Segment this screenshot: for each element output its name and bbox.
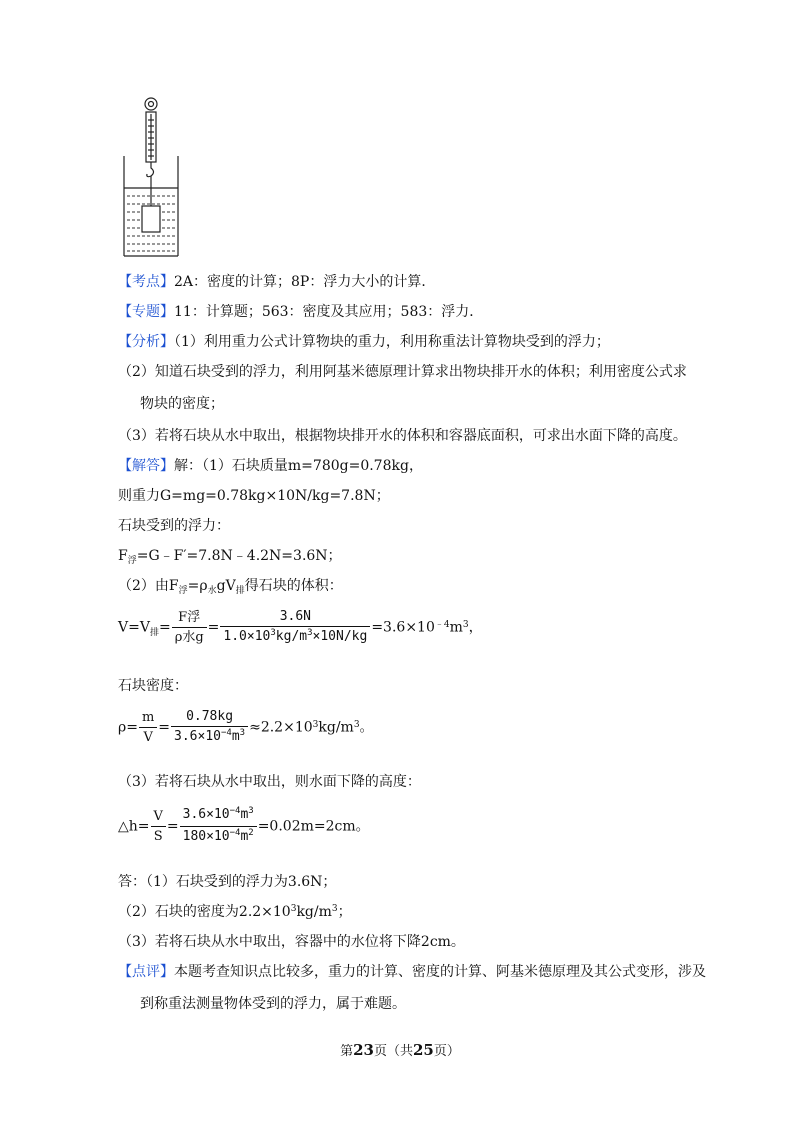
rho-result-sup2: 3 xyxy=(353,719,360,730)
line4-sub: 浮 xyxy=(127,556,137,566)
vol-sub: 排 xyxy=(149,627,159,638)
h-f2-num-b: m xyxy=(240,807,249,822)
vol-f2-den-b: kg/m xyxy=(275,629,308,644)
rho-result-a: ≈2.2×10 xyxy=(249,719,313,736)
vol-result-c: ， xyxy=(468,619,483,636)
line4-b: =G﹣F′=7.8N﹣4.2N=3.6N； xyxy=(136,548,342,564)
solution-line5 xyxy=(118,576,343,598)
spring-scale-figure xyxy=(118,92,188,262)
solution-line2: 则重力G=mg=0.78kg×10N/kg=7.8N； xyxy=(118,488,390,504)
page-total: 25 xyxy=(413,1041,434,1059)
vol-result-sup: ﹣4 xyxy=(434,619,450,630)
fenxi-tag: 【分析】 xyxy=(118,334,174,350)
rho-result-c: 。 xyxy=(359,719,374,736)
rho-f2-den-sup: −4 xyxy=(221,728,232,738)
solution-line3: 石块受到的浮力： xyxy=(118,518,230,534)
kaodian-line xyxy=(118,272,435,292)
line4-a: F xyxy=(118,548,128,564)
rho-f2-den-b: m xyxy=(231,729,240,744)
footer-pre: 第 xyxy=(340,1044,354,1059)
rho-f2-den-sup2: 3 xyxy=(239,728,246,738)
vol-f2-den-a: 1.0×10 xyxy=(223,629,271,644)
rho-result-b: kg/m xyxy=(318,719,354,736)
rho-pre: ρ= xyxy=(118,719,138,736)
h-fraction-2 xyxy=(180,806,257,847)
page-number: 23 xyxy=(353,1041,374,1059)
fenxi-2b: 物块的密度； xyxy=(140,396,224,412)
h-f2-num-sup: −4 xyxy=(229,806,241,816)
rho-f1-den: V xyxy=(143,730,153,745)
h-f2-den xyxy=(180,827,257,847)
height-formula: △h= $\frac{V}{S}$ = $\frac{3.6\times 10^{-4}m^3}{180\times 10^{-4}m^2}$ =0.02m=2cm。 xyxy=(118,806,370,847)
line5-a: （2）由F xyxy=(118,578,179,594)
ans2-c: ； xyxy=(337,904,352,920)
fenxi-line xyxy=(118,332,610,352)
review-tag: 【点评】 xyxy=(118,964,174,980)
line5-c: gV xyxy=(216,578,236,594)
vol-f2-num: 3.6N xyxy=(220,608,370,627)
line5-sub1: 浮 xyxy=(178,586,188,596)
footer-mid: 页（共 xyxy=(373,1044,413,1059)
h-f2-den-b: m xyxy=(240,829,249,844)
solution-line1: 解：（1）石块质量m=780g=0.78kg， xyxy=(174,458,423,474)
vol-f2-den-sup: 3 xyxy=(270,628,276,638)
vol-result-a: =3.6×10 xyxy=(371,619,435,636)
rho-result-sup: 3 xyxy=(312,719,319,730)
line5-sub2: 水 xyxy=(207,586,217,596)
zhuanti-line xyxy=(118,302,483,322)
kaodian-tag: 【考点】 xyxy=(118,274,174,290)
vol-result-sup2: 3 xyxy=(462,619,469,630)
rho-f2-num: 0.78kg xyxy=(171,708,248,727)
h-f2-den-sup: −4 xyxy=(229,828,241,838)
rho-f2-den-a: 3.6×10 xyxy=(174,729,221,744)
h-f1-den: S xyxy=(153,829,163,844)
spring-scale-icon xyxy=(145,98,157,206)
line5-d: 得石块的体积： xyxy=(244,578,343,594)
h-f2-num-sup2: 3 xyxy=(248,806,254,816)
vol-pre: V=V xyxy=(118,619,150,636)
review-line xyxy=(118,962,706,982)
ans2-b: kg/m xyxy=(296,904,332,920)
page-footer xyxy=(0,1040,800,1059)
density-label: 石块密度： xyxy=(118,678,188,694)
solution-line-3q: （3）若将石块从水中取出，则水面下降的高度： xyxy=(118,774,421,790)
fenxi-3: （3）若将石块从水中取出，根据物块排开水的体积和容器底面积，可求出水面下降的高度。 xyxy=(118,428,687,444)
vol-fraction-2 xyxy=(220,608,370,647)
vol-f2-den-c: ×10N/kg xyxy=(312,629,368,644)
zhuanti-text: 11：计算题；563：密度及其应用；583：浮力． xyxy=(174,304,484,320)
footer-post: 页） xyxy=(433,1044,460,1059)
h-pre: △h= xyxy=(118,818,150,835)
vol-fraction-1 xyxy=(172,609,207,646)
answer-3: （3）若将石块从水中取出，容器中的水位将下降2cm。 xyxy=(118,934,465,950)
ans2-sup2: 3 xyxy=(331,904,338,914)
line5-sub3: 排 xyxy=(235,586,245,596)
rho-fraction-1 xyxy=(139,709,157,746)
ans2-sup: 3 xyxy=(290,904,297,914)
vol-f1-num: F浮 xyxy=(172,609,207,628)
answer-1: 答：（1）石块受到的浮力为3.6N； xyxy=(118,874,337,890)
fenxi-2a: （2）知道石块受到的浮力，利用阿基米德原理计算求出物块排开水的体积；利用密度公式求 xyxy=(118,364,687,380)
h-f2-den-a: 180×10 xyxy=(182,829,230,844)
solution-line4 xyxy=(118,546,342,568)
vol-f2-den xyxy=(220,627,370,647)
h-f1-num: V xyxy=(151,808,166,827)
zhuanti-tag: 【专题】 xyxy=(118,304,174,320)
h-f2-num-a: 3.6×10 xyxy=(182,807,230,822)
review-text-b: 到称重法测量物体受到的浮力，属于难题。 xyxy=(140,996,406,1012)
kaodian-text: 2A：密度的计算；8P：浮力大小的计算． xyxy=(174,274,436,290)
volume-formula: $V=V_排=$ $\frac{\text{F浮}}{\text{ρ水g}}$ = $\frac{3.6N}{1.0\times 10^3kg/m^3\times 10N/kg}$ $=3.6\times 10^{﹣4}m^3$， xyxy=(118,609,483,645)
rho-fraction-2 xyxy=(171,708,248,747)
h-f2-num xyxy=(180,806,257,827)
ans2-a: （2）石块的密度为2.2×10 xyxy=(118,904,291,920)
line5-b: =ρ xyxy=(187,578,208,594)
h-f2-den-sup2: 2 xyxy=(248,828,254,838)
stone-block-icon xyxy=(142,206,160,232)
jieda-tag: 【解答】 xyxy=(118,458,174,474)
vol-f2-den-sup2: 3 xyxy=(307,628,313,638)
answer-2 xyxy=(118,902,352,924)
h-result: =0.02m=2cm。 xyxy=(257,818,370,835)
vol-result-b: m xyxy=(449,619,463,636)
density-formula: ρ= $\frac{m}{V}$ = $\frac{0.78kg}{3.6\times 10^{-4}m^3}$ $\approx 2.2\times 10^3kg/m^3$。 xyxy=(118,709,374,745)
jieda-line xyxy=(118,456,423,476)
review-text-a: 本题考查知识点比较多，重力的计算、密度的计算、阿基米德原理及其公式变形，涉及 xyxy=(174,964,706,980)
fenxi-1: （1）利用重力公式计算物块的重力，利用称重法计算物块受到的浮力； xyxy=(174,334,610,350)
rho-f2-den xyxy=(171,727,248,747)
rho-f1-num: m xyxy=(139,709,157,728)
vol-f1-den: ρ水g xyxy=(174,630,204,645)
h-fraction-1 xyxy=(151,808,166,845)
